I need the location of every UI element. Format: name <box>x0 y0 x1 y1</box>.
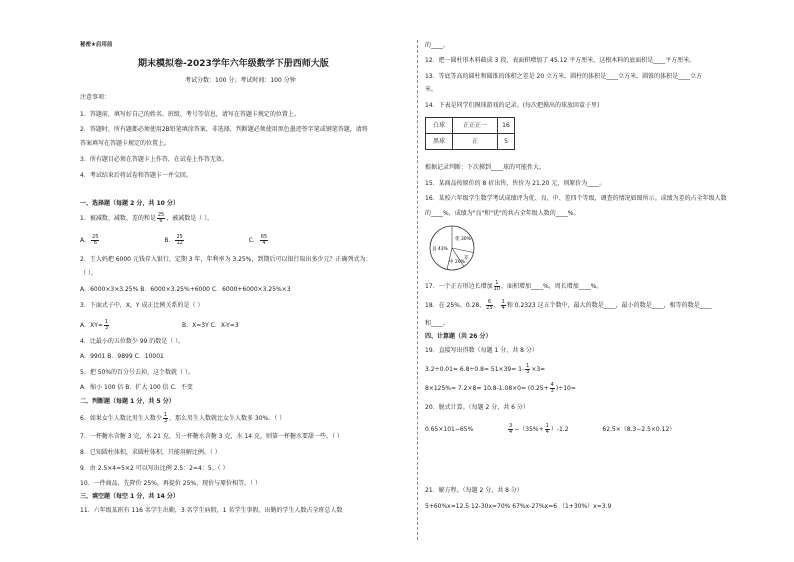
section-heading: 四、计算题（共 26 分） <box>425 333 492 340</box>
page-title: 期末模拟卷-2023学年六年级数学下册西师大版 <box>138 59 329 69</box>
question-16: 16．某校六年级学生数学考试成绩评为优、良、中、差四个等级，调查的情况如图所示。成绩为差的占全年级人数 <box>425 195 727 202</box>
question-6: 6．如果女生人数比男生人数少 $\frac{1}{3}$ ，那么男生人数就比女生人数多 30%。（ ） <box>80 412 286 424</box>
notice-heading: 注意事项： <box>80 94 111 101</box>
grade-pie-chart <box>427 223 477 273</box>
question-2-cont: （ ）。 <box>80 270 97 277</box>
pie-label-you: 优 30% <box>455 237 471 242</box>
exam-meta: 考试分数：100 分；考试时间：100 分钟 <box>185 77 296 84</box>
question-14: 14．下表是同学们摸球游戏的记录。(每次把摸出的球放回盒子里) <box>425 102 600 109</box>
question-13: 13．等底等高的圆柱和圆锥的体积之差是 20 立方米，圆柱的体积是____立方米，圆锥的体积是____立方 <box>425 73 703 80</box>
question-12: 12．把一圆柱形木料截成 3 段，表面积增加了 45.12 平方厘米，这根木料的底面积是____平方厘米。 <box>425 57 696 64</box>
question-1-options: A． $\frac{25}{6}$ B． $\frac{25}{12}$ C． $\frac{65}{4}$ <box>80 234 268 246</box>
question-11: 11．六年级某班有 116 名学生出勤，3 名学生病假，1 名学生事假。出勤的学生人数占全班总人数 <box>80 507 343 514</box>
table-row: 白球 正正正一 16 <box>426 118 515 134</box>
question-5-options: A．缩小 100 倍 B．扩大 100 倍 C．不变 <box>80 384 193 391</box>
question-13-cont: 米。 <box>425 86 438 93</box>
question-20: 20．脱式计算。（每题 2 分，共 6 分） <box>425 404 529 411</box>
question-18: 18．在 25%、0.28、 $\frac{6}{25}$ 、 $\frac{1}{4}$ 和 0.2323 这五个数中，最大的数是____，最小的数是____，相等的数是____ <box>425 299 712 311</box>
question-17: 17．一个正方形边长增加 $\frac{1}{10}$ ，面积增加____%，周长增加____%。 <box>425 280 603 292</box>
question-4-options: A．9901 B．9899 C．10001 <box>80 353 164 360</box>
section-heading: 二、判断题（每题 1 分，共 5 分） <box>80 398 175 405</box>
question-3-options: A．XY= $\frac{1}{3}$ B．X=3Y C．X-Y=3 <box>80 319 239 331</box>
column-divider <box>417 40 418 540</box>
notice-item: 3．所有题目必须在答题卡上作答，在试卷上作答无效。 <box>80 156 228 163</box>
question-14-ask: 根据记录判断：下次摸到____球的可能性大。 <box>425 164 546 171</box>
section-heading: 三、填空题（每空 1 分，共 14 分） <box>80 493 179 500</box>
section-heading: 一、选择题（每题 2 分，共 10 分） <box>80 200 179 207</box>
notice-item: 2．答题时，所有题都必须使用2B铅笔填涂答案，非选择，判断题必须使用黑色墨迹签字笔或钢笔答题，请将 <box>80 126 368 133</box>
question-11-cont: 的____。 <box>425 42 450 49</box>
question-1: 1．被减数、减数、差的和是 $\frac{25}{6}$ ，被减数是（ ）。 <box>80 212 214 224</box>
question-10: 10．一件商品，先降价 25%，再提价 25%，现价与原价相等。（ ） <box>80 480 262 487</box>
question-3: 3．下面式子中，X，Y 成正比例关系的是（ ） <box>80 302 204 309</box>
question-19: 19．直接写出得数（每题 1 分，共 8 分） <box>425 347 538 354</box>
question-20-row: 0.65×101−65% $\frac{3}{4}$ −（35%+ $\frac{1}{4}$ ）-1.2 62.5×（8.3−2.5×0.12） <box>425 423 676 435</box>
question-19-row-1: 3.2÷0.01= 6.8÷0.8= 51×39= 1- $\frac{1}{3}$ ×3= <box>425 363 546 375</box>
question-5: 5．把 50%的百分号去掉，这个数就（ ）。 <box>80 369 194 376</box>
pie-label-zhong: 中 20% <box>449 260 465 265</box>
question-16-cont: 的____%，成绩为"良"和"优"的共占全年级人数的____%。 <box>425 210 580 217</box>
table-row: 黑球 正 5 <box>426 134 515 150</box>
question-4: 4．比最小的五位数少 99 的数是（ ）。 <box>80 338 185 345</box>
question-9: 9．由 2.5×4=5×2 可以写出比例 2.5：2=4：5。（ ） <box>80 465 229 472</box>
notice-item: 4．考试结束后将试卷和答题卡一并交回。 <box>80 172 192 179</box>
question-19-row-2: 8×125%= 7.2×8= 10.8-1.08×0= (0.25+ $\frac{4}{3}$ )÷10= <box>425 382 576 394</box>
notice-item: 1．答题前，填写好自己的姓名、班级、考号等信息，请写在答题卡规定的位置上。 <box>80 111 300 118</box>
fraction: $\frac{25}{6}$ <box>157 212 165 224</box>
question-8: 8．已知圆柱体积，求圆柱体积，只能用解比例。（ ） <box>80 449 221 456</box>
question-7: 7．一杯糖水含糖 3 克，水 21 克，另一杯糖水含糖 3 克，水 14 克，则第一杯糖水要甜一些。（ ） <box>80 433 343 440</box>
notice-item: 答案填写在答题卡规定的位置上。 <box>80 140 171 147</box>
question-2: 2．王大妈把 6000 元钱存入银行，定期 3 年，年利率为 3.25%，到期后可以银行取出多少元？正确列式为： <box>80 256 372 263</box>
secret-seal: 秘密★启用前 <box>80 42 113 48</box>
question-18-cont: 和____。 <box>425 320 450 327</box>
question-2-options: A．6000×3×3.25% B．6000×3.25%+6000 C．6000+6000×3.25%×3 <box>80 286 291 293</box>
question-21: 21．解方程。（每题 2 分，共 8 分） <box>425 487 523 494</box>
question-21-row: 5+60%x=12.5 12-30x=70% 67%x-27%x=6 （1+30%）x=3.9 <box>425 503 612 510</box>
tally-table <box>425 117 515 150</box>
pie-label-liang: 良 43% <box>432 247 448 252</box>
question-15: 15．某商品按原价的 8 折出售，售价为 21.20 元，则原价为____。 <box>425 180 606 187</box>
pie-label-cha: 差 <box>464 256 469 261</box>
